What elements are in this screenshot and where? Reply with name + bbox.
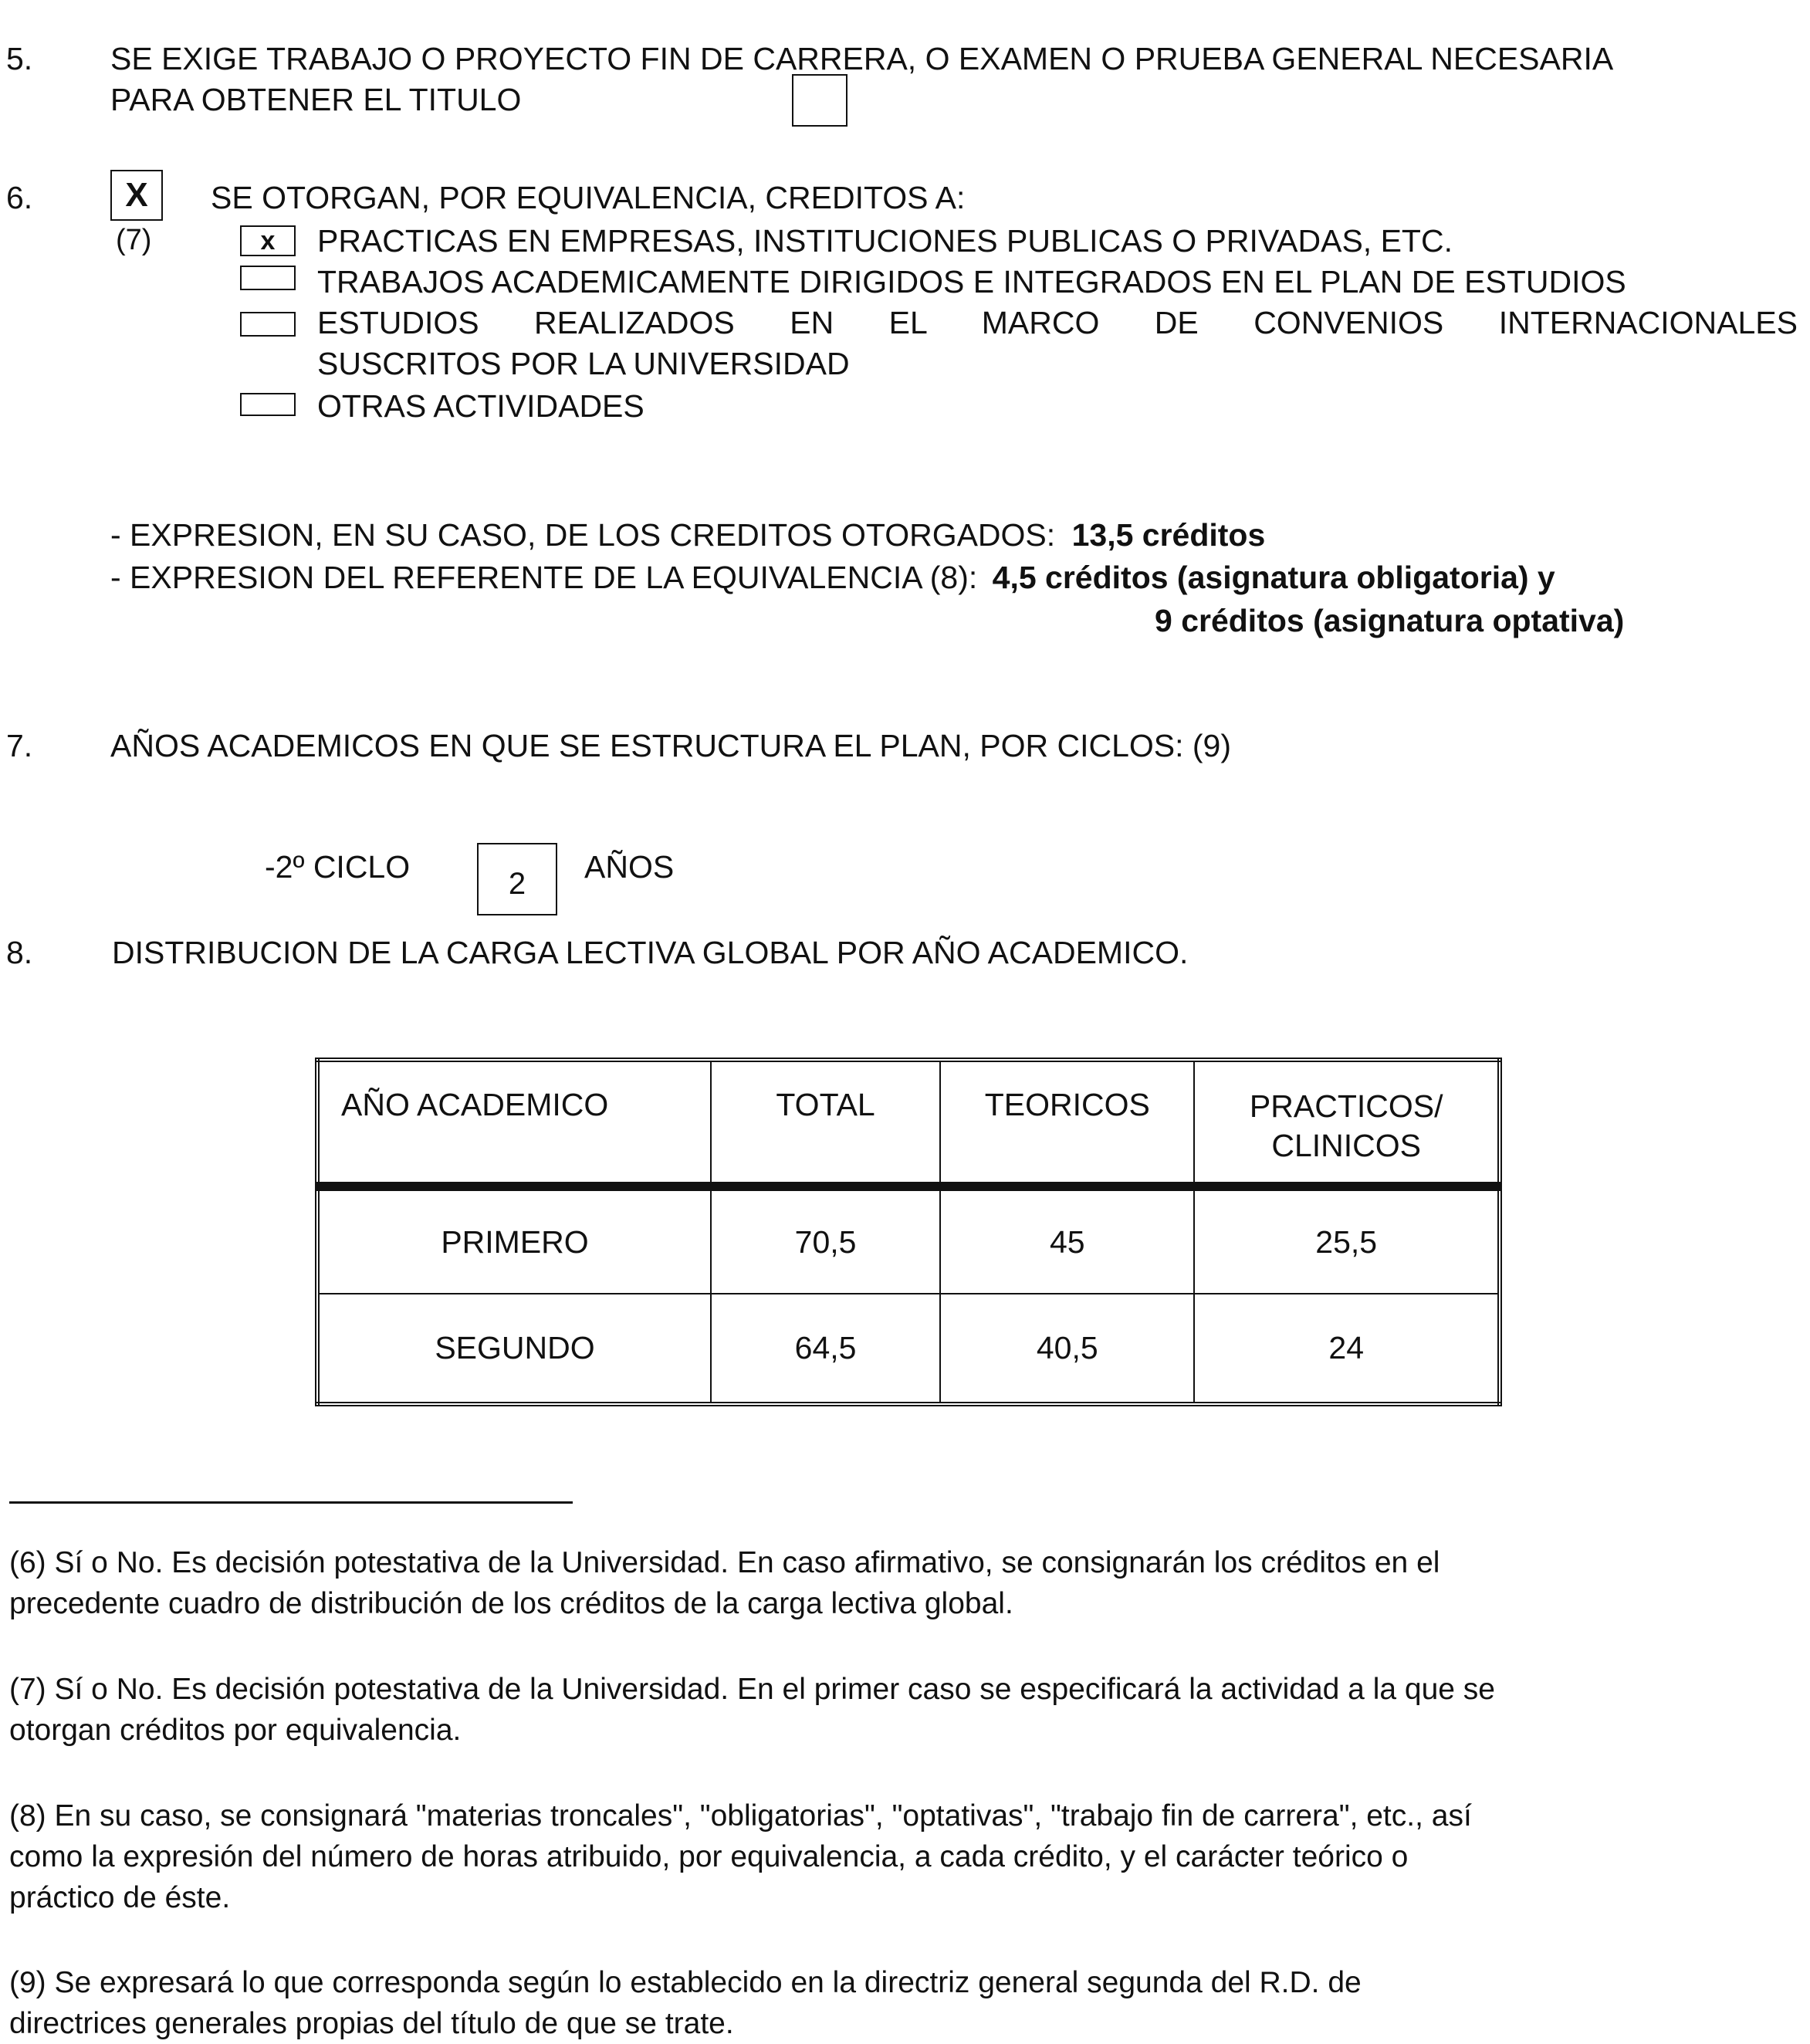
section6-heading: SE OTORGAN, POR EQUIVALENCIA, CREDITOS A:	[211, 180, 966, 215]
footnote-line: como la expresión del número de horas atribuido, por equivalencia, a cada crédito, y el carácter teórico o	[9, 1840, 1409, 1873]
footnote-8	[9, 1795, 1800, 1918]
column-header	[1194, 1060, 1500, 1186]
equivalence-checkbox[interactable]: X	[110, 170, 163, 221]
section7-text: AÑOS ACADEMICOS EN QUE SE ESTRUCTURA EL PLAN, POR CICLOS: (9)	[110, 728, 1232, 763]
option-practicas: PRACTICAS EN EMPRESAS, INSTITUCIONES PUBLICAS O PRIVADAS, ETC.	[317, 223, 1453, 259]
table-cell: SEGUNDO	[317, 1294, 711, 1404]
section8-text: DISTRIBUCION DE LA CARGA LECTIVA GLOBAL POR AÑO ACADEMICO.	[112, 935, 1189, 970]
option-trabajos: TRABAJOS ACADEMICAMENTE DIRIGIDOS E INTEGRADOS EN EL PLAN DE ESTUDIOS	[317, 264, 1626, 299]
table-cell: 64,5	[711, 1294, 940, 1404]
footnote-ref: (7)	[116, 224, 152, 256]
credits-line	[110, 519, 1265, 551]
footnote-line: directrices generales propias del título de que se trate.	[9, 2007, 734, 2040]
column-header: AÑO ACADEMICO	[317, 1060, 711, 1186]
table-cell: 40,5	[940, 1294, 1194, 1404]
footnote-line: otorgan créditos por equivalencia.	[9, 1714, 462, 1747]
option-otras: OTRAS ACTIVIDADES	[317, 388, 644, 424]
table-header-row	[317, 1060, 1500, 1186]
referent-value-2: 9 créditos (asignatura optativa)	[1155, 603, 1625, 638]
referent-value: 4,5 créditos (asignatura obligatoria) y	[992, 560, 1555, 595]
footnote-6	[9, 1542, 1800, 1624]
footnote-7	[9, 1669, 1800, 1751]
column-header-line1: PRACTICOS/	[1249, 1088, 1443, 1124]
cycle-years-box[interactable]: 2	[477, 843, 557, 915]
section-number: 8.	[6, 935, 33, 970]
footnote-9	[9, 1962, 1800, 2044]
practicas-checkbox[interactable]: x	[240, 225, 296, 256]
years-label: AÑOS	[584, 849, 675, 885]
table-cell: PRIMERO	[317, 1186, 711, 1294]
footnote-line: (9) Se expresará lo que corresponda según lo establecido en la directriz general segunda del R.D. de	[9, 1966, 1362, 1999]
credits-label: - EXPRESION, EN SU CASO, DE LOS CREDITOS OTORGADOS:	[110, 517, 1056, 553]
column-header: TOTAL	[711, 1060, 940, 1186]
convenios-checkbox[interactable]	[240, 312, 296, 337]
table-cell: 45	[940, 1186, 1194, 1294]
cycle-label: -2º CICLO	[265, 849, 411, 885]
column-header-line2: CLINICOS	[1271, 1128, 1422, 1164]
section-number: 7.	[6, 728, 33, 763]
table-cell: 24	[1194, 1294, 1500, 1404]
table-cell: 25,5	[1194, 1186, 1500, 1294]
section-number: 5.	[6, 41, 33, 76]
workload-table	[315, 1058, 1502, 1406]
option-convenios: ESTUDIOS REALIZADOS EN EL MARCO DE CONVENIOS INTERNACIONALES	[317, 305, 1798, 340]
trabajos-checkbox[interactable]	[240, 266, 296, 290]
otras-checkbox[interactable]	[240, 393, 296, 416]
footnote-line: (7) Sí o No. Es decisión potestativa de la Universidad. En el primer caso se especificará la actividad a la que se	[9, 1673, 1495, 1706]
footnote-line: práctico de éste.	[9, 1881, 231, 1914]
table-row	[317, 1186, 1500, 1294]
credits-value: 13,5 créditos	[1071, 517, 1266, 553]
footnote-separator	[9, 1501, 573, 1504]
referent-line	[110, 562, 1555, 594]
option-convenios-line2: SUSCRITOS POR LA UNIVERSIDAD	[317, 346, 850, 381]
section5-line1: SE EXIGE TRABAJO O PROYECTO FIN DE CARRERA, O EXAMEN O PRUEBA GENERAL NECESARIA	[110, 41, 1614, 76]
table-cell: 70,5	[711, 1186, 940, 1294]
column-header: TEORICOS	[940, 1060, 1194, 1186]
footnote-line: (6) Sí o No. Es decisión potestativa de la Universidad. En caso afirmativo, se consignarán los créditos en el	[9, 1546, 1440, 1579]
title-exam-checkbox[interactable]	[792, 74, 847, 127]
section-number: 6.	[6, 180, 33, 215]
footnote-line: (8) En su caso, se consignará "materias troncales", "obligatorias", "optativas", "trabajo fin de carrera", etc., así	[9, 1799, 1472, 1832]
section5-line2: PARA OBTENER EL TITULO	[110, 82, 522, 117]
footnote-line: precedente cuadro de distribución de los créditos de la carga lectiva global.	[9, 1587, 1013, 1620]
table-row	[317, 1294, 1500, 1404]
referent-label: - EXPRESION DEL REFERENTE DE LA EQUIVALENCIA (8):	[110, 560, 978, 595]
